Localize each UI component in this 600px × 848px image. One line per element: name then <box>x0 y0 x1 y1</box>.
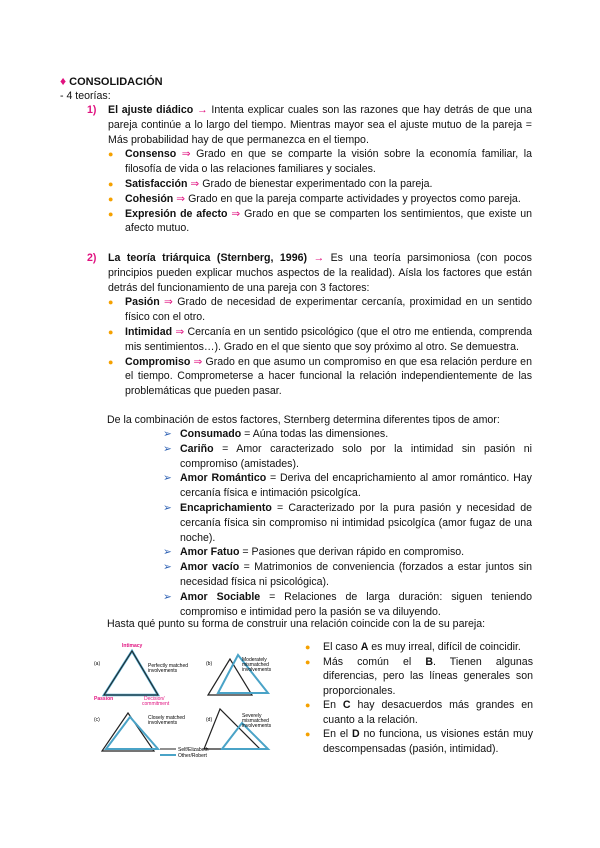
caption-c-1: Closely matched <box>148 715 185 721</box>
caption-d-2: mismatched <box>242 718 269 724</box>
love-type-item: ➢ Amor vacío = Matrimonios de conveniencia (forzados a estar juntos sin necesidad física ni psicológica). <box>163 560 532 590</box>
love-types-list <box>163 427 532 619</box>
label-commitment: commitment <box>142 701 170 707</box>
legend-other: Other/Robert <box>178 753 207 757</box>
case-note: ● Más común el B. Tienen algunas diferencias, pero las líneas generales son proporcionales. <box>305 655 533 699</box>
theory-text: Es una teoría parsimoniosa (con pocos principios pueden explicar muchos aspectos de la realidad). Aísla los factores que están detrás del funcionamiento de una pareja con 3 factores: <box>108 252 532 294</box>
list-item: ● Compromiso ⇒ Grado en que asumo un compromiso en que esa relación perdure en el tiempo. Comprometerse a hacer funcional la relación independientemente de las problemáticas que pueden pasar. <box>92 355 532 399</box>
love-type-item: ➢ Amor Romántico = Deriva del encaprichamiento al amor romántico. Hay cercanía física e intimación psicolgíca. <box>163 471 532 501</box>
love-type-item: ➢ Encaprichamiento = Caracterizado por la pura pasión y necesidad de cercanía física sin compromiso ni intimidad psicolgíca (amor fugaz de una noche). <box>163 501 532 545</box>
label-b: (b) <box>206 661 213 667</box>
caption-a-2: involvements <box>148 668 178 674</box>
caption-b-1: Moderately <box>242 657 267 663</box>
love-type-item: ➢ Amor Fatuo = Pasiones que derivan rápido en compromiso. <box>163 545 532 560</box>
right-arrow-icon: → <box>313 252 325 264</box>
theory-number: 1) <box>87 104 97 116</box>
list-item: ● Cohesión ⇒ Grado en que la pareja comparte actividades y proyectos como pareja. <box>92 192 532 207</box>
list-item: ● Intimidad ⇒ Cercanía en un sentido psicológico (que el otro me entienda, comprenda mis sentimientos…). Grado en el que siento que soy próximo al otro. Se demuestra. <box>92 325 532 355</box>
diamond-bullet-icon: ♦ <box>60 74 67 88</box>
label-decision: Decision/ <box>144 696 165 702</box>
theory-title: El ajuste diádico <box>108 104 194 116</box>
label-c: (c) <box>94 717 100 723</box>
case-note: ● En C hay desacuerdos más grandes en cuanto a la relación. <box>305 698 533 727</box>
theory-2 <box>87 251 532 399</box>
factor-list <box>92 295 532 399</box>
theory-1 <box>87 103 533 236</box>
list-item: ● Consenso ⇒ Grado en que se comparte la visión sobre la economía familiar, la filosofía de vida o las relaciones familiares y sociales. <box>92 147 532 177</box>
love-type-item: ➢ Amor Sociable = Relaciones de larga duración: siguen teniendo compromiso e intimidad pero la pasión se va diluyendo. <box>163 590 532 620</box>
caption-b-2: mismatched <box>242 662 269 668</box>
caption-b-3: involvements <box>242 667 272 673</box>
caption-a-1: Perfectly matched <box>148 663 189 669</box>
sternberg-triangles-figure <box>92 637 292 757</box>
love-type-item: ➢ Cariño = Amor caracterizado solo por la intimidad sin pasión ni compromiso (amistades). <box>163 442 532 472</box>
list-item: ● Satisfacción ⇒ Grado de bienestar experimentado con la pareja. <box>92 177 532 192</box>
caption-d-3: involvements <box>242 723 272 729</box>
case-notes-list <box>305 640 533 756</box>
caption-c-2: involvements <box>148 720 178 726</box>
case-note: ● En el D no funciona, us visiones están muy descompensadas (pasión, intimidad). <box>305 727 533 756</box>
section-title: ♦ CONSOLIDACIÓN <box>60 74 163 88</box>
theory-text: Intenta explicar cuales son las razones que hay detrás de que una pareja continúe a lo largo del tiempo. Mientras mayor sea el ajuste mutuo de la pareja = Más probabilidad hay de que permanezca en el tiempo. <box>108 104 533 146</box>
factor-list <box>92 147 532 236</box>
intro-line: - 4 teorías: <box>60 90 111 102</box>
theory-title: La teoría triárquica (Sternberg, 1996) <box>108 252 308 264</box>
list-item: ● Pasión ⇒ Grado de necesidad de experimentar cercanía, proximidad en un sentido físico con el otro. <box>92 295 532 325</box>
closing-line: Hasta qué punto su forma de construir una relación coincide con la de su pareja: <box>107 618 486 630</box>
combination-intro: De la combinación de estos factores, Sternberg determina diferentes tipos de amor: <box>107 414 500 426</box>
legend-self: Self/Elizabeth <box>178 747 209 753</box>
label-intimacy: Intimacy <box>122 643 143 649</box>
theory-number: 2) <box>87 252 97 264</box>
case-note: ● El caso A es muy irreal, difícil de coincidir. <box>305 640 533 655</box>
caption-d-1: Severely <box>242 713 262 719</box>
label-a: (a) <box>94 661 101 667</box>
list-item: ● Expresión de afecto ⇒ Grado en que se comparten los sentimientos, que existe un afecto mutuo. <box>92 207 532 237</box>
love-type-item: ➢ Consumado = Aúna todas las dimensiones. <box>163 427 532 442</box>
label-d: (d) <box>206 717 213 723</box>
label-passion: Passion <box>94 696 114 702</box>
right-arrow-icon: → <box>197 104 208 116</box>
